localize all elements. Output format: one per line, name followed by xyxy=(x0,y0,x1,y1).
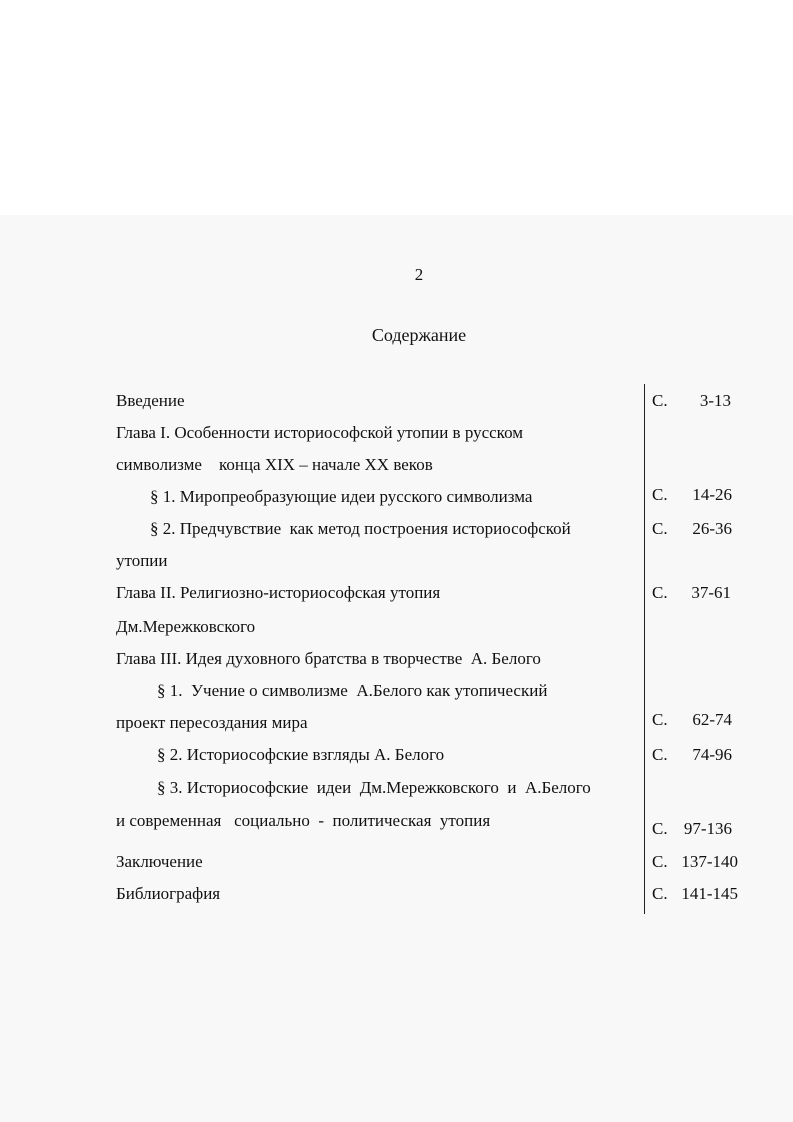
page-range: 141-145 xyxy=(681,884,738,903)
page-range: 37-61 xyxy=(691,583,731,602)
page-ref-chapter2 xyxy=(652,583,731,603)
page-ref-prefix: С. xyxy=(652,745,668,764)
toc-column-divider xyxy=(644,384,645,914)
page-range: 26-36 xyxy=(692,519,732,538)
toc-entry-section-3-3-line1: § 3. Историософские идеи Дм.Мережковского и А.Белого xyxy=(157,778,591,797)
page-ref-section-3-3 xyxy=(652,819,732,839)
page-ref-prefix: С. xyxy=(652,583,668,602)
page-ref-prefix: С. xyxy=(652,519,668,538)
page-ref-section-1-1 xyxy=(652,485,732,505)
toc-entry-section-1-2-line2: утопии xyxy=(116,551,168,570)
toc-entry-section-1-1: § 1. Миропреобразующие идеи русского символизма xyxy=(150,487,533,506)
page-ref-section-1-2 xyxy=(652,519,732,539)
toc-title: Содержание xyxy=(371,325,467,345)
page-number: 2 xyxy=(414,265,424,284)
toc-entry-chapter1-line2: символизме конца XIX – начале XX веков xyxy=(116,455,433,474)
toc-entry-section-1-2-line1: § 2. Предчувствие как метод построения историософской xyxy=(150,519,571,538)
page-range: 62-74 xyxy=(692,710,732,729)
page-range: 3-13 xyxy=(699,391,731,410)
page-ref-conclusion xyxy=(652,852,738,872)
toc-entry-chapter1-line1: Глава I. Особенности историософской утопии в русском xyxy=(116,423,524,442)
toc-entry-section-3-3-line2: и современная социально - политическая утопия xyxy=(116,811,491,830)
page-range: 74-96 xyxy=(692,745,732,764)
page-range: 137-140 xyxy=(681,852,738,871)
page-range: 14-26 xyxy=(692,485,732,504)
page-ref-bibliography xyxy=(652,884,738,904)
toc-entry-introduction: Введение xyxy=(116,391,185,410)
page-range: 97-136 xyxy=(683,819,732,838)
toc-entry-bibliography: Библиография xyxy=(116,884,221,903)
toc-entry-chapter3: Глава III. Идея духовного братства в творчестве А. Белого xyxy=(116,649,541,668)
page-ref-prefix: С. xyxy=(652,710,668,729)
page-ref-prefix: С. xyxy=(652,391,668,410)
page-ref-section-3-1 xyxy=(652,710,732,730)
page-ref-prefix: С. xyxy=(652,485,668,504)
page-ref-prefix: С. xyxy=(652,884,668,903)
toc-entry-conclusion: Заключение xyxy=(116,852,203,871)
toc-entry-section-3-1-line2: проект пересоздания мира xyxy=(116,713,308,732)
toc-entry-chapter2-line2: Дм.Мережковского xyxy=(116,617,256,636)
page-ref-introduction xyxy=(652,391,731,411)
page-ref-prefix: С. xyxy=(652,852,668,871)
toc-entry-section-3-2: § 2. Историософские взгляды А. Белого xyxy=(157,745,445,764)
page-ref-prefix: С. xyxy=(652,819,668,838)
page-ref-section-3-2 xyxy=(652,745,732,765)
toc-entry-chapter2-line1: Глава II. Религиозно-историософская утопия xyxy=(116,583,441,602)
toc-entry-section-3-1-line1: § 1. Учение о символизме А.Белого как утопический xyxy=(157,681,548,700)
